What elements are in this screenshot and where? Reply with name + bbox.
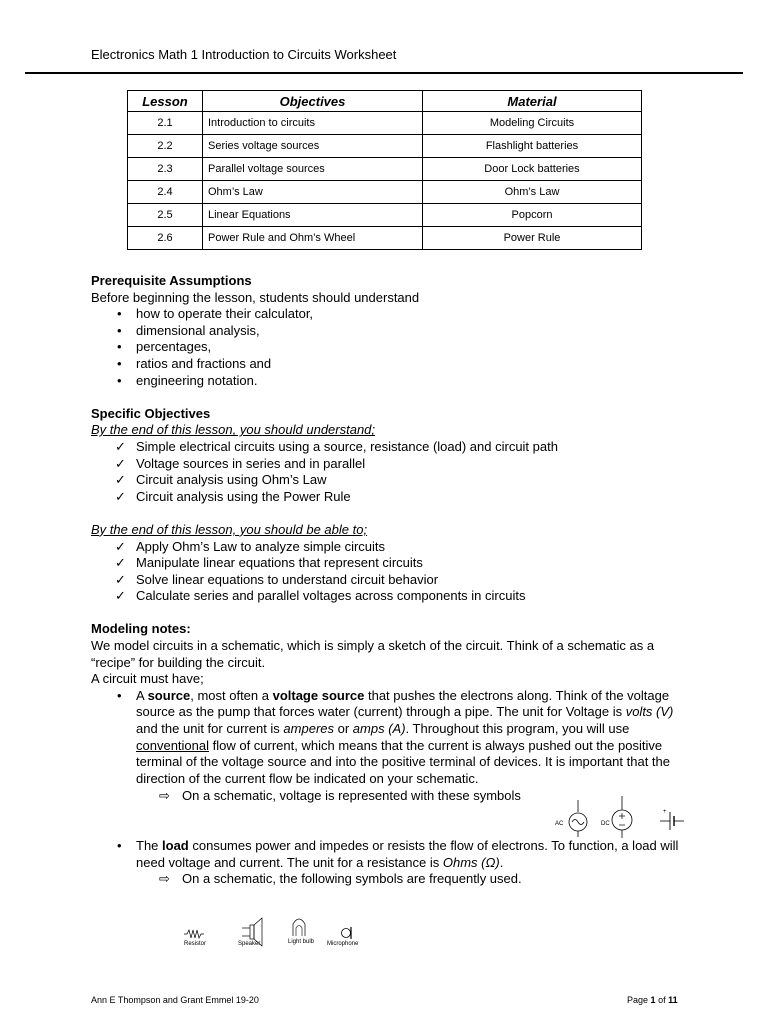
load-list <box>91 838 691 871</box>
header-lesson: Lesson <box>128 91 203 112</box>
list-item: ✓ Apply Ohm’s Law to analyze simple circuits <box>91 539 691 556</box>
resistor-icon <box>184 930 204 938</box>
arrow-icon: ⇨ <box>159 788 170 804</box>
list-item: • ratios and fractions and <box>91 356 691 373</box>
lesson-cell: 2.5 <box>128 204 203 227</box>
dc-source-icon <box>612 796 632 838</box>
lesson-cell: 2.6 <box>128 227 203 250</box>
list-item: ✓ Voltage sources in series and in parallel <box>91 456 691 473</box>
prereq-list <box>91 306 691 389</box>
objectives-heading: Specific Objectives <box>91 405 211 421</box>
footer-page-number: Page 1 of 11 <box>627 995 678 1005</box>
arrow-icon: ⇨ <box>159 871 170 887</box>
light-bulb-icon <box>293 919 305 936</box>
ac-source-icon <box>569 800 587 837</box>
modeling-paragraph: We model circuits in a schematic, which is simply a sketch of the circuit. Think of a schematic as a “recipe” for building the circuit. <box>91 638 655 670</box>
list-item: • dimensional analysis, <box>91 323 691 340</box>
list-item: ✓ Calculate series and parallel voltages across components in circuits <box>91 588 691 605</box>
understand-list <box>91 439 691 505</box>
circuit-needs-list <box>91 688 691 788</box>
list-item: ✓ Circuit analysis using the Power Rule <box>91 489 691 506</box>
dc-label: DC <box>601 821 610 827</box>
material-cell: Door Lock batteries <box>423 158 642 181</box>
lesson-cell: 2.1 <box>128 112 203 135</box>
objective-cell: Power Rule and Ohm’s Wheel <box>203 227 423 250</box>
material-cell: Popcorn <box>423 204 642 227</box>
table-row <box>128 112 642 135</box>
list-item-load: • The load consumes power and impedes or resists the flow of electrons. To function, a load will need voltage and current. The unit for a resistance is Ohms (Ω). <box>91 838 691 871</box>
able-intro: By the end of this lesson, you should be able to; <box>91 521 368 537</box>
material-cell: Power Rule <box>423 227 642 250</box>
page-header-title: Electronics Math 1 Introduction to Circuits Worksheet <box>91 47 397 62</box>
table-row <box>128 158 642 181</box>
load-symbols <box>178 912 378 952</box>
voltage-symbols <box>552 796 692 838</box>
list-item: • engineering notation. <box>91 373 691 390</box>
material-cell: Modeling Circuits <box>423 112 642 135</box>
list-item-source: • A source, most often a voltage source that pushes the electrons along. Think of the voltage source as the pump that forces water (current) through a pipe. The unit for Voltage is volts (V) and the unit for current is amperes or amps (A). Throughout this program, you will use conventional flow of current, which means that the current is always pushed out the positive terminal of the voltage source and into the positive terminal of devices. It is important that the direction of the current flow be indicated on your schematic. <box>91 688 691 788</box>
table-row <box>128 181 642 204</box>
modeling-paragraph-2: A circuit must have; <box>91 671 204 687</box>
table-row <box>128 227 642 250</box>
list-item: • percentages, <box>91 339 691 356</box>
table-row <box>128 204 642 227</box>
lesson-cell: 2.4 <box>128 181 203 204</box>
ac-label: AC <box>555 821 564 827</box>
battery-icon <box>660 809 684 830</box>
objective-cell: Ohm’s Law <box>203 181 423 204</box>
objective-cell: Linear Equations <box>203 204 423 227</box>
objective-cell: Parallel voltage sources <box>203 158 423 181</box>
header-material: Material <box>423 91 642 112</box>
list-item: ✓ Solve linear equations to understand circuit behavior <box>91 572 691 589</box>
resistor-label: Resistor <box>184 941 207 947</box>
microphone-label: Microphone <box>327 941 359 947</box>
microphone-icon <box>342 927 352 939</box>
list-item: ✓ Simple electrical circuits using a source, resistance (load) and circuit path <box>91 439 691 456</box>
material-cell: Flashlight batteries <box>423 135 642 158</box>
footer-authors: Ann E Thompson and Grant Emmel 19-20 <box>91 995 259 1005</box>
objective-cell: Series voltage sources <box>203 135 423 158</box>
able-list <box>91 539 691 605</box>
table-header-row <box>128 91 642 112</box>
objective-cell: Introduction to circuits <box>203 112 423 135</box>
modeling-heading: Modeling notes: <box>91 621 191 637</box>
list-item: ✓ Circuit analysis using Ohm’s Law <box>91 472 691 489</box>
speaker-label: Speaker <box>238 941 261 947</box>
prereq-heading: Prerequisite Assumptions <box>91 273 252 288</box>
lesson-cell: 2.2 <box>128 135 203 158</box>
lesson-table <box>127 90 642 250</box>
header-rule <box>25 72 743 74</box>
lesson-cell: 2.3 <box>128 158 203 181</box>
header-objectives: Objectives <box>203 91 423 112</box>
understand-intro: By the end of this lesson, you should understand; <box>91 422 376 438</box>
voltage-symbol-note: ⇨ On a schematic, voltage is represented with these symbols <box>159 788 521 804</box>
list-item: ✓ Manipulate linear equations that represent circuits <box>91 555 691 572</box>
load-symbol-note: ⇨ On a schematic, the following symbols are frequently used. <box>159 871 522 887</box>
table-row <box>128 135 642 158</box>
material-cell: Ohm’s Law <box>423 181 642 204</box>
list-item: • how to operate their calculator, <box>91 306 691 323</box>
prereq-intro: Before beginning the lesson, students should understand <box>91 289 420 305</box>
svg-text:+: + <box>663 809 667 815</box>
light-bulb-label: Light bulb <box>288 939 315 945</box>
